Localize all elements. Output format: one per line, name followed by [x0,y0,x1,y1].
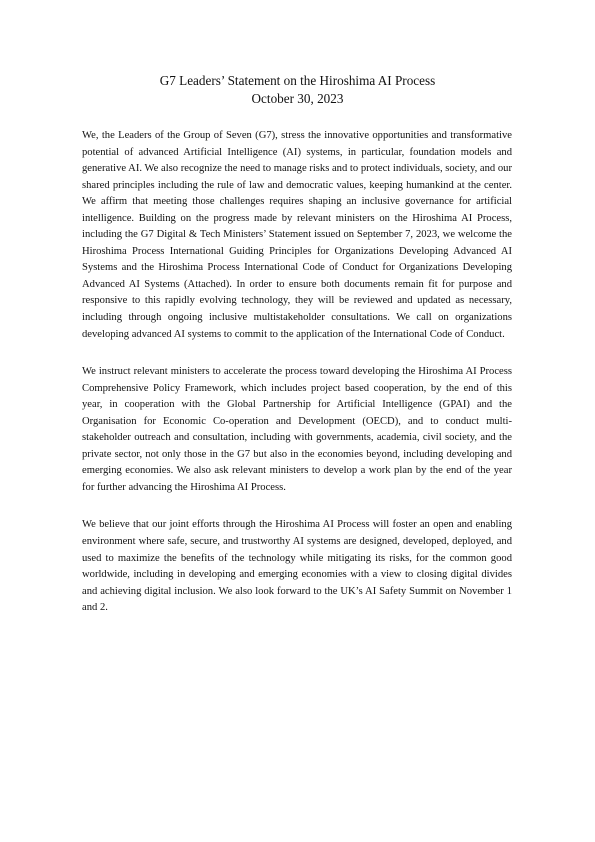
paragraph-2: We instruct relevant ministers to accelerate the process toward developing the Hiroshima AI Process Comprehensive Policy Framework, which includes project based cooperation, by the end of this year, in cooperation with the Global Partnership for Artificial Intelligence (GPAI) and the Organisation for Economic Co-operation and Development (OECD), and to conduct multi-stakeholder outreach and consultation, including with governments, academia, civil society, and the private sector, not only those in the G7 but also in the economies beyond, including developing and emerging economies. We also ask relevant ministers to develop a work plan by the end of the year for further advancing the Hiroshima AI Process. [82,366,512,493]
document-title: G7 Leaders’ Statement on the Hiroshima AI Process [159,73,436,88]
document-body [82,128,512,638]
document-date: October 30, 2023 [251,90,344,106]
document-header [0,72,595,107]
paragraph-1: We, the Leaders of the Group of Seven (G7), stress the innovative opportunities and transformative potential of advanced Artificial Intelligence (AI) systems, in particular, foundation models and generative AI. We also recognize the need to manage risks and to protect individuals, society, and our shared principles including the rule of law and democratic values, keeping humankind at the center. We affirm that meeting those challenges requires shaping an inclusive governance for artificial intelligence. Building on the progress made by relevant ministers on the Hiroshima AI Process, including the G7 Digital & Tech Ministers’ Statement issued on September 7, 2023, we welcome the Hiroshima Process International Guiding Principles for Organizations Developing Advanced AI Systems and the Hiroshima Process International Code of Conduct for Organizations Developing Advanced AI Systems (Attached). In order to ensure both documents remain fit for purpose and responsive to this rapidly evolving technology, they will be reviewed and updated as necessary, including through ongoing inclusive multistakeholder consultations. We call on organizations developing advanced AI systems to commit to the application of the International Code of Conduct. [82,130,512,340]
paragraph-3: We believe that our joint efforts through the Hiroshima AI Process will foster an open and enabling environment where safe, secure, and trustworthy AI systems are designed, developed, deployed, and used to maximize the benefits of the technology while mitigating its risks, for the common good worldwide, including in developing and emerging economies with a view to closing digital divides and achieving digital inclusion. We also look forward to the UK’s AI Safety Summit on November 1 and 2. [82,519,512,614]
